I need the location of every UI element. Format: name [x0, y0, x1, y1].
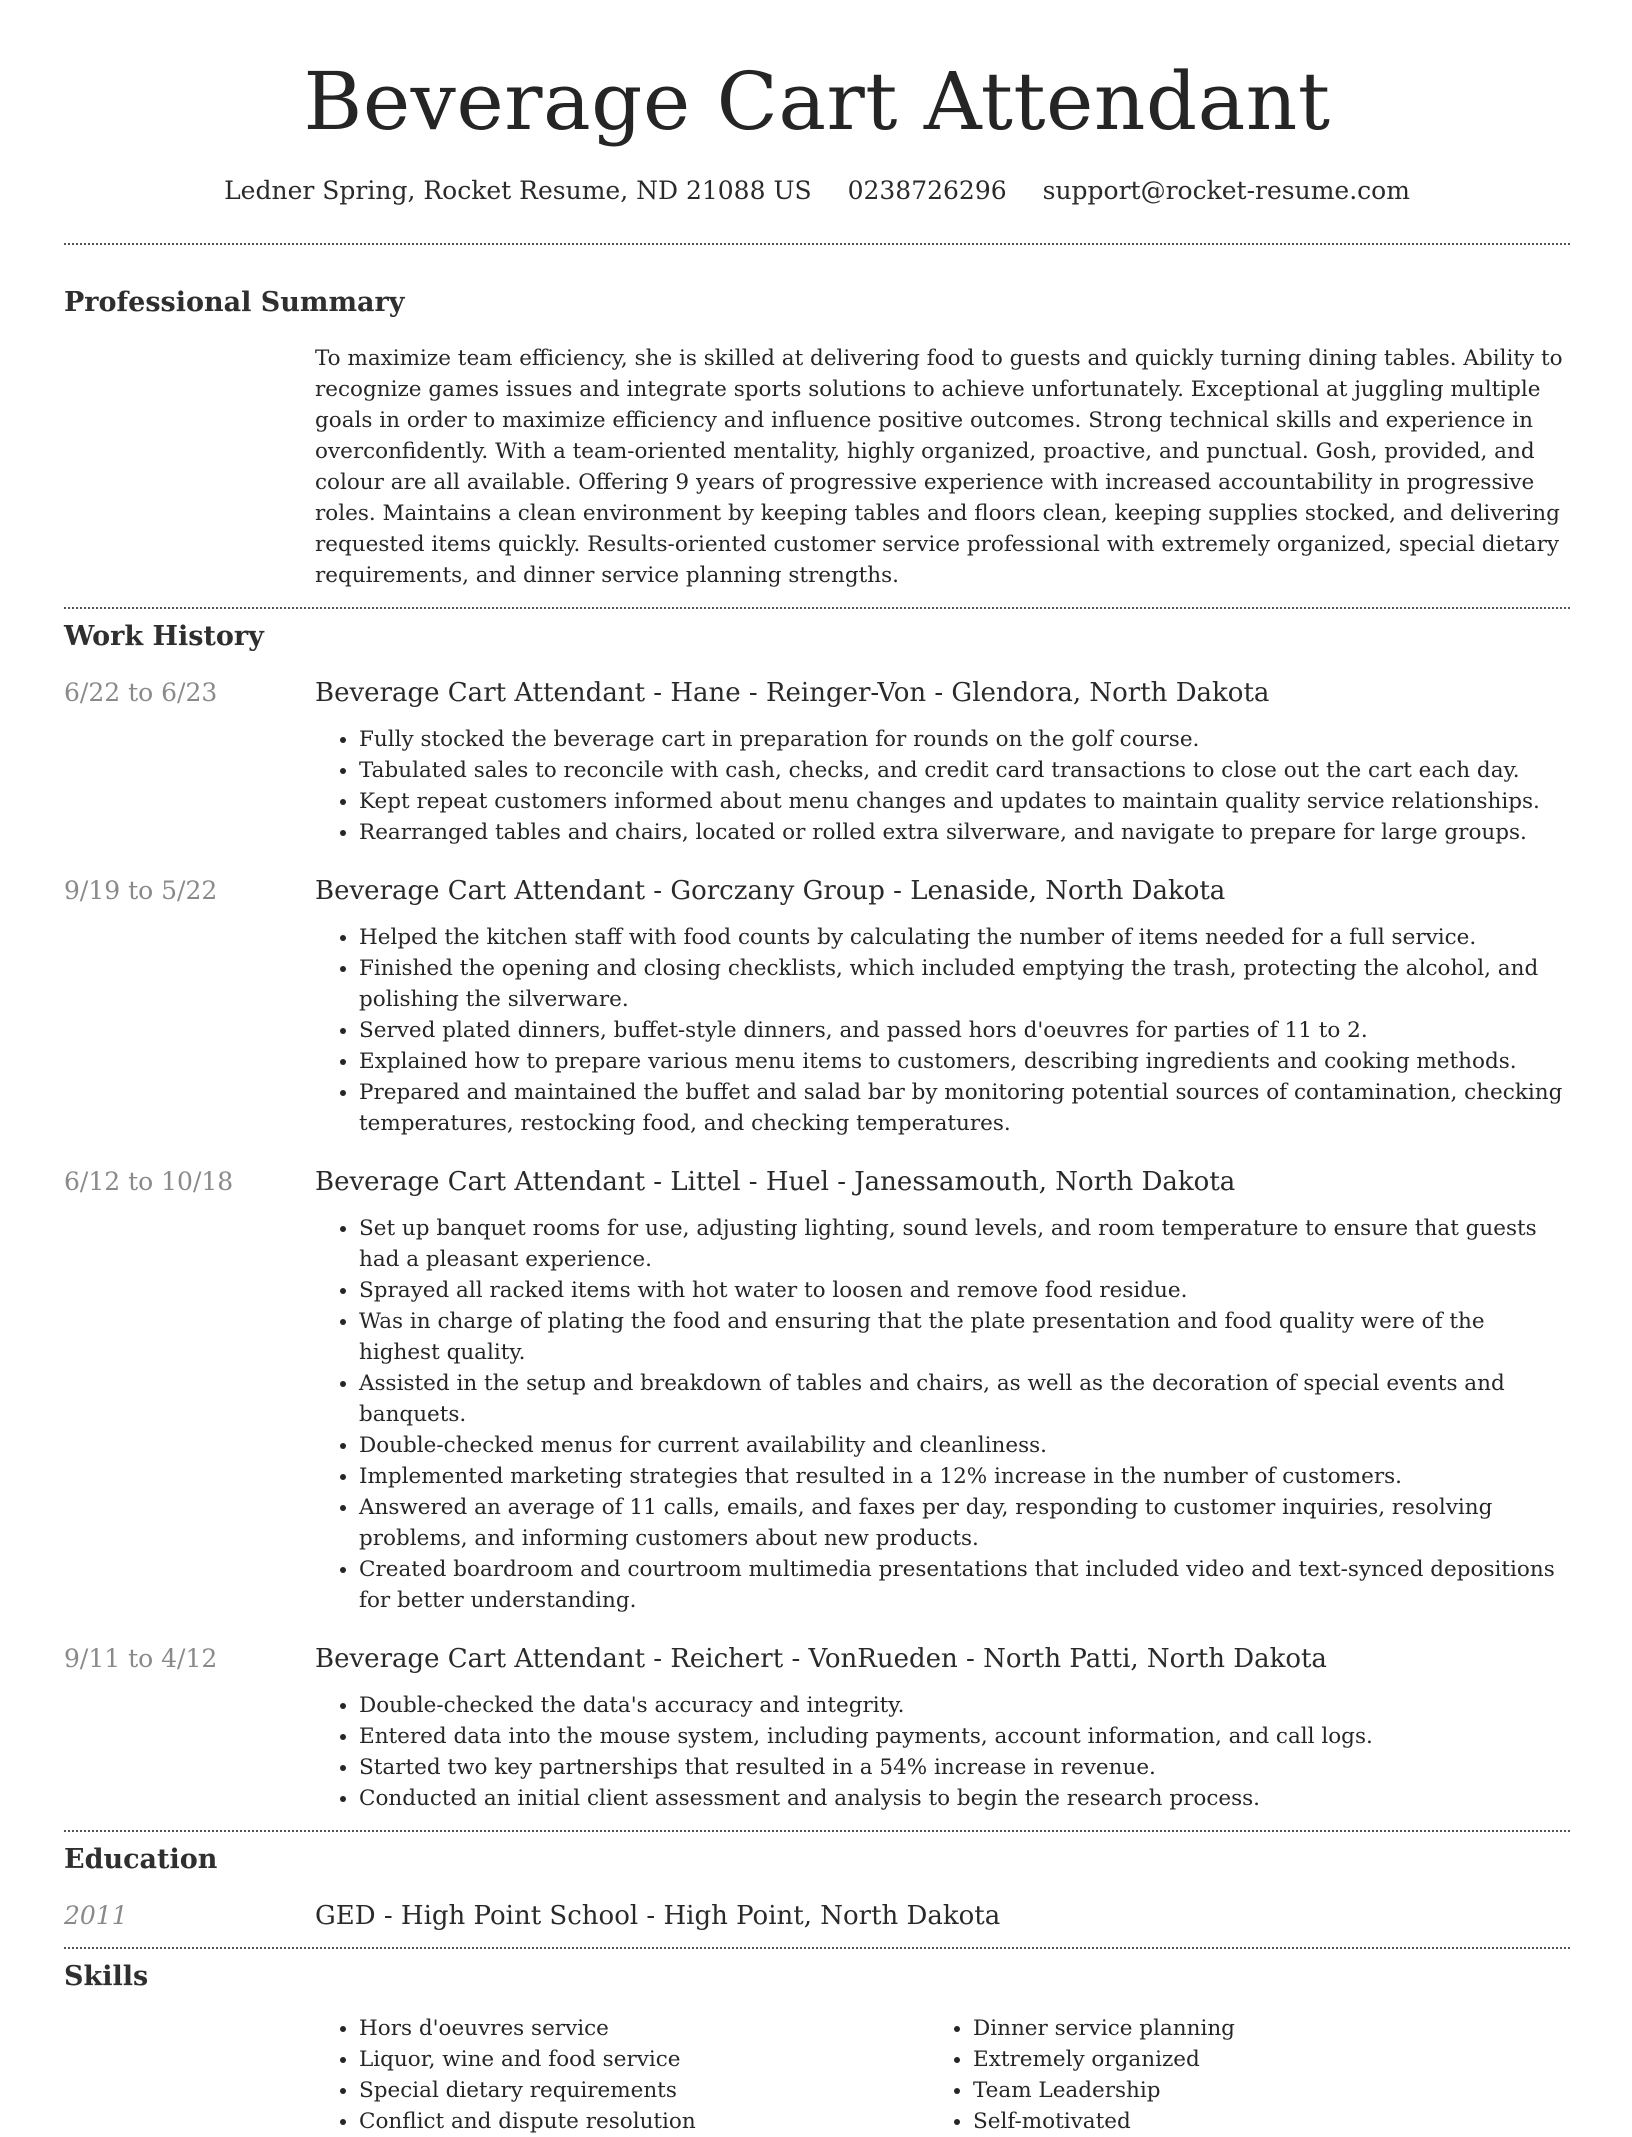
contact-email: support@rocket-resume.com: [1042, 176, 1410, 205]
job-header: [64, 1165, 1570, 1199]
job-entry: [64, 1165, 1570, 1616]
list-item: • Finished the opening and closing checklists, which included emptying the trash, protecting the alcohol, and polishing the silverware.: [359, 953, 1570, 1015]
list-item: • Sprayed all racked items with hot water to loosen and remove food residue.: [359, 1275, 1570, 1306]
skill-item: • Team Leadership: [973, 2075, 1543, 2106]
job-bullets: [315, 1690, 1570, 1814]
skill-item: • Conflict and dispute resolution: [359, 2106, 929, 2137]
job-bullets: [315, 922, 1570, 1139]
job-entry: [64, 874, 1570, 1139]
list-item: • Started two key partnerships that resulted in a 54% increase in revenue.: [359, 1752, 1570, 1783]
skill-item: • Hors d'oeuvres service: [359, 2013, 929, 2044]
education-entry: [64, 1899, 1570, 1933]
list-item: • Tabulated sales to reconcile with cash, checks, and credit card transactions to close out the cart each day.: [359, 755, 1570, 786]
job-bullets: [315, 1213, 1570, 1616]
list-item: • Double-checked menus for current availability and cleanliness.: [359, 1430, 1570, 1461]
section-title-summary: Professional Summary: [64, 287, 405, 318]
skill-item: • Dinner service planning: [973, 2013, 1543, 2044]
list-item: • Rearranged tables and chairs, located or rolled extra silverware, and navigate to prepare for large groups.: [359, 817, 1570, 848]
skills-list: [315, 2013, 1570, 2137]
skill-item: • Special dietary requirements: [359, 2075, 929, 2106]
job-dates: 9/19 to 5/22: [64, 876, 218, 905]
list-item: • Conducted an initial client assessment and analysis to begin the research process.: [359, 1783, 1570, 1814]
job-dates: 9/11 to 4/12: [64, 1644, 218, 1673]
list-item: • Was in charge of plating the food and ensuring that the plate presentation and food quality were of the highest quality.: [359, 1306, 1570, 1368]
list-item: • Prepared and maintained the buffet and salad bar by monitoring potential sources of contamination, checking temperatures, restocking food, and checking temperatures.: [359, 1077, 1570, 1139]
job-entry: [64, 1642, 1570, 1814]
education-heading: GED - High Point School - High Point, North Dakota: [315, 1901, 1001, 1931]
skills-column-left: [315, 2013, 929, 2137]
job-entry: [64, 676, 1570, 848]
summary-section: [64, 285, 1570, 591]
list-item: • Served plated dinners, buffet-style dinners, and passed hors d'oeuvres for parties of 11 to 2.: [359, 1015, 1570, 1046]
list-item: • Fully stocked the beverage cart in preparation for rounds on the golf course.: [359, 724, 1570, 755]
skill-item: • Liquor, wine and food service: [359, 2044, 929, 2075]
skills-column-right: [929, 2013, 1543, 2137]
job-heading: Beverage Cart Attendant - Gorczany Group - Lenaside, North Dakota: [315, 876, 1226, 906]
list-item: • Double-checked the data's accuracy and integrity.: [359, 1690, 1570, 1721]
job-dates: 6/22 to 6/23: [64, 678, 218, 707]
summary-text: To maximize team efficiency, she is skilled at delivering food to guests and quickly turning dining tables. Ability to recognize games issues and integrate sports solutions to achieve unfortunately. Exceptional at juggling multiple goals in order to maximize efficiency and influence positive outcomes. Strong technical skills and experience in overconfidently. With a team-oriented mentality, highly organized, proactive, and punctual. Gosh, provided, and colour are all available. Offering 9 years of progressive experience with increased accountability in progressive roles. Maintains a clean environment by keeping tables and floors clean, keeping supplies stocked, and delivering requested items quickly. Results-oriented customer service professional with extremely organized, special dietary requirements, and dinner service planning strengths.: [315, 346, 1563, 588]
job-heading: Beverage Cart Attendant - Littel - Huel - Janessamouth, North Dakota: [315, 1167, 1236, 1197]
divider: [64, 243, 1570, 245]
list-item: • Entered data into the mouse system, including payments, account information, and call logs.: [359, 1721, 1570, 1752]
list-item: • Helped the kitchen staff with food counts by calculating the number of items needed for a full service.: [359, 922, 1570, 953]
list-item: • Answered an average of 11 calls, emails, and faxes per day, responding to customer inquiries, resolving problems, and informing customers about new products.: [359, 1492, 1570, 1554]
work-history-section: [64, 619, 1570, 1814]
section-title-work-history: Work History: [64, 621, 264, 652]
contact-address: Ledner Spring, Rocket Resume, ND 21088 US: [224, 176, 812, 205]
job-header: [64, 1642, 1570, 1676]
job-header: [64, 874, 1570, 908]
list-item: • Set up banquet rooms for use, adjusting lighting, sound levels, and room temperature to ensure that guests had a pleasant experience.: [359, 1213, 1570, 1275]
skill-item: • Self-motivated: [973, 2106, 1543, 2137]
job-heading: Beverage Cart Attendant - Reichert - VonRueden - North Patti, North Dakota: [315, 1644, 1327, 1674]
list-item: • Assisted in the setup and breakdown of tables and chairs, as well as the decoration of special events and banquets.: [359, 1368, 1570, 1430]
section-title-education: Education: [64, 1844, 218, 1875]
education-section: [64, 1842, 1570, 1933]
list-item: • Explained how to prepare various menu items to customers, describing ingredients and cooking methods.: [359, 1046, 1570, 1077]
skill-item: • Extremely organized: [973, 2044, 1543, 2075]
divider: [64, 1830, 1570, 1832]
job-header: [64, 676, 1570, 710]
contact-line: [64, 174, 1570, 208]
resume-page: [64, 0, 1570, 2137]
section-title-skills: Skills: [64, 1961, 149, 1992]
skills-section: [64, 1959, 1570, 2137]
resume-name: Beverage Cart Attendant: [303, 55, 1331, 148]
list-item: • Created boardroom and courtroom multimedia presentations that included video and text-synced depositions for better understanding.: [359, 1554, 1570, 1616]
list-item: • Kept repeat customers informed about menu changes and updates to maintain quality service relationships.: [359, 786, 1570, 817]
contact-phone: 0238726296: [847, 176, 1007, 205]
job-dates: 6/12 to 10/18: [64, 1167, 234, 1196]
list-item: • Implemented marketing strategies that resulted in a 12% increase in the number of customers.: [359, 1461, 1570, 1492]
job-bullets: [315, 724, 1570, 848]
divider: [64, 1947, 1570, 1949]
education-year: 2011: [64, 1901, 128, 1930]
job-heading: Beverage Cart Attendant - Hane - Reinger-Von - Glendora, North Dakota: [315, 678, 1270, 708]
divider: [64, 607, 1570, 609]
